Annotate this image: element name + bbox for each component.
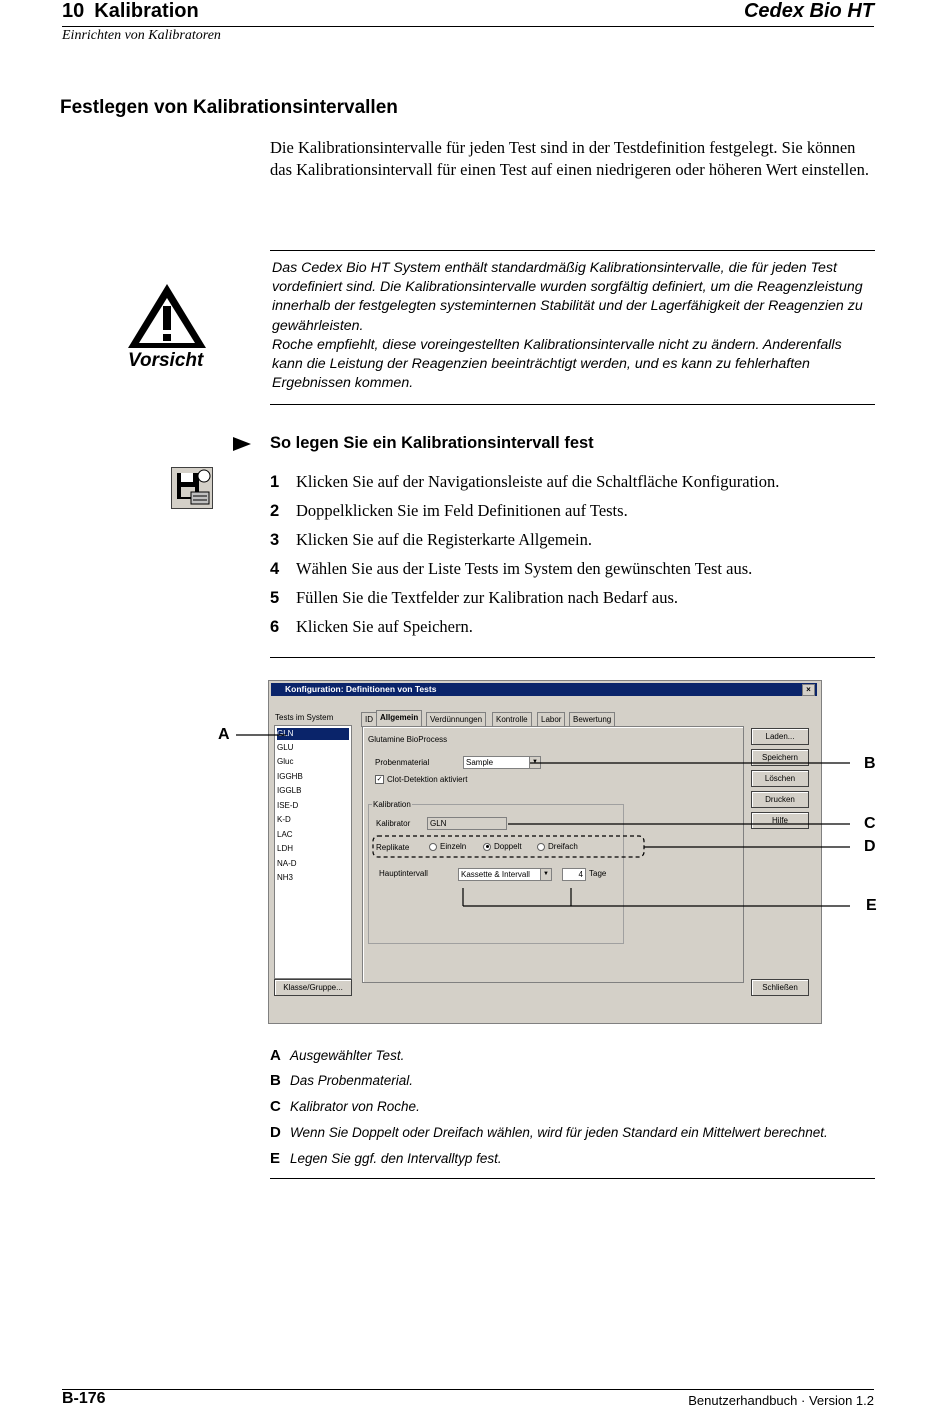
hauptintervall-label: Hauptintervall [379, 869, 428, 878]
kalibrator-field: GLN [427, 817, 507, 830]
test-name: Glutamine BioProcess [368, 735, 448, 744]
callout-e: E [866, 897, 877, 914]
callout-d: D [864, 838, 876, 855]
replikate-label: Replikate [376, 843, 410, 852]
tage-label: Tage [589, 869, 607, 878]
clot-label: Clot-Detektion aktiviert [387, 775, 468, 784]
tab-bewertung[interactable]: Bewertung [569, 712, 615, 727]
tab-verduennungen[interactable]: Verdünnungen [426, 712, 486, 727]
callout-c: C [864, 815, 876, 832]
probenmaterial-value: Sample [466, 758, 494, 767]
step-3: 3 Klicken Sie auf die Registerkarte Allgemein. [270, 530, 592, 549]
list-item[interactable]: GLN [277, 728, 349, 740]
caution-line-1: Das Cedex Bio HT System enthält standardmäßig Kalibrationsintervalle, die für jeden Test vordefiniert sind. Die Kalibrationsintervalle wurden sorgfältig definiert, um die Reagenzleistung innerhalb der festgelegten systeminternen Stabilität und der Lagerfähigkeit der Reagenzien zu gewährleisten. [272, 260, 863, 334]
list-item[interactable]: LDH [277, 844, 294, 853]
legend-item-b: B Das Probenmaterial. [270, 1072, 414, 1089]
tab-kontrolle[interactable]: Kontrolle [492, 712, 532, 727]
list-item[interactable]: ISE-D [277, 801, 299, 810]
legend-item-a: A Ausgewählter Test. [270, 1047, 405, 1064]
chapter-subtitle: Einrichten von Kalibratoren [62, 28, 221, 43]
radio-dreifach[interactable]: Dreifach [537, 842, 578, 851]
laden-button[interactable]: Laden... [751, 728, 809, 745]
callout-b: B [864, 755, 876, 772]
chapter-title: Kalibration [94, 0, 199, 22]
caution-label: Vorsicht [128, 350, 204, 371]
caution-line-2: Roche empfiehlt, diese voreingestellten Kalibrationsintervalle nicht zu ändern. Anderenfalls kann die Leistung der Reagenzien beeinträchtigt werden, und es kann zu fehlerhaften Ergebnissen kommen. [272, 336, 842, 392]
step-2: 2 Doppelklicken Sie im Feld Definitionen auf Tests. [270, 501, 628, 520]
chevron-down-icon[interactable]: ▼ [529, 757, 540, 768]
document-version: Benutzerhandbuch · Version 1.2 [688, 1393, 874, 1408]
probenmaterial-label: Probenmaterial [375, 758, 430, 767]
page-number: B-176 [62, 1390, 106, 1407]
step-5: 5 Füllen Sie die Textfelder zur Kalibration nach Bedarf aus. [270, 588, 679, 607]
kalibration-group-label: Kalibration [373, 800, 411, 809]
footer-rule [62, 1389, 874, 1390]
klasse-gruppe-button[interactable]: Klasse/Gruppe... [274, 979, 352, 996]
chapter-number: 10 [62, 0, 85, 22]
tab-allgemein[interactable]: Allgemein [376, 710, 422, 727]
legend-item-e: E Legen Sie ggf. den Intervalltyp fest. [270, 1150, 502, 1167]
procedure-title: So legen Sie ein Kalibrationsintervall fest [270, 434, 594, 452]
list-item[interactable]: GLU [277, 743, 294, 752]
section-title: Festlegen von Kalibrationsintervallen [60, 97, 398, 118]
list-item[interactable]: IGGHB [277, 772, 303, 781]
list-item[interactable]: NA-D [277, 859, 297, 868]
chevron-down-icon[interactable]: ▼ [540, 869, 551, 880]
product-name: Cedex Bio HT [743, 0, 874, 22]
speichern-button[interactable]: Speichern [751, 749, 809, 766]
loeschen-button[interactable]: Löschen [751, 770, 809, 787]
tests-list-label: Tests im System [275, 713, 334, 722]
interval-number-field[interactable]: 4 [562, 868, 586, 881]
list-item[interactable]: K-D [277, 815, 291, 824]
hauptintervall-value: Kassette & Intervall [461, 870, 530, 879]
radio-doppelt[interactable]: Doppelt [483, 842, 522, 851]
window-title: Konfiguration: Definitionen von Tests [285, 684, 437, 694]
list-item[interactable]: IGGLB [277, 786, 302, 795]
close-icon[interactable]: × [802, 684, 815, 696]
list-item[interactable]: LAC [277, 830, 293, 839]
tab-id[interactable]: ID [361, 712, 377, 727]
hilfe-button[interactable]: Hilfe [751, 812, 809, 829]
step-4: 4 Wählen Sie aus der Liste Tests im System den gewünschten Test aus. [270, 559, 753, 578]
legend-item-d: D Wenn Sie Doppelt oder Dreifach wählen, wird für jeden Standard ein Mittelwert berechnet. [270, 1124, 828, 1141]
list-item[interactable]: NH3 [277, 873, 294, 882]
schliessen-button[interactable]: Schließen [751, 979, 809, 996]
clot-checkbox[interactable]: ✓ [376, 776, 383, 784]
list-item[interactable]: Gluc [277, 757, 294, 766]
legend-item-c: C Kalibrator von Roche. [270, 1098, 420, 1115]
step-6: 6 Klicken Sie auf Speichern. [270, 617, 473, 636]
drucken-button[interactable]: Drucken [751, 791, 809, 808]
radio-einzeln[interactable]: Einzeln [429, 842, 466, 851]
callout-a: A [218, 726, 230, 743]
kalibrator-label: Kalibrator [376, 819, 411, 828]
step-1: 1 Klicken Sie auf der Navigationsleiste auf die Schaltfläche Konfiguration. [270, 472, 780, 491]
intro-paragraph: Die Kalibrationsintervalle für jeden Test sind in der Testdefinition festgelegt. Sie können das Kalibrationsintervall für einen Test auf einen niedrigeren oder höheren Wert einstellen. [270, 138, 869, 179]
legend-bottom-rule [270, 1178, 875, 1179]
tab-labor[interactable]: Labor [537, 712, 565, 727]
